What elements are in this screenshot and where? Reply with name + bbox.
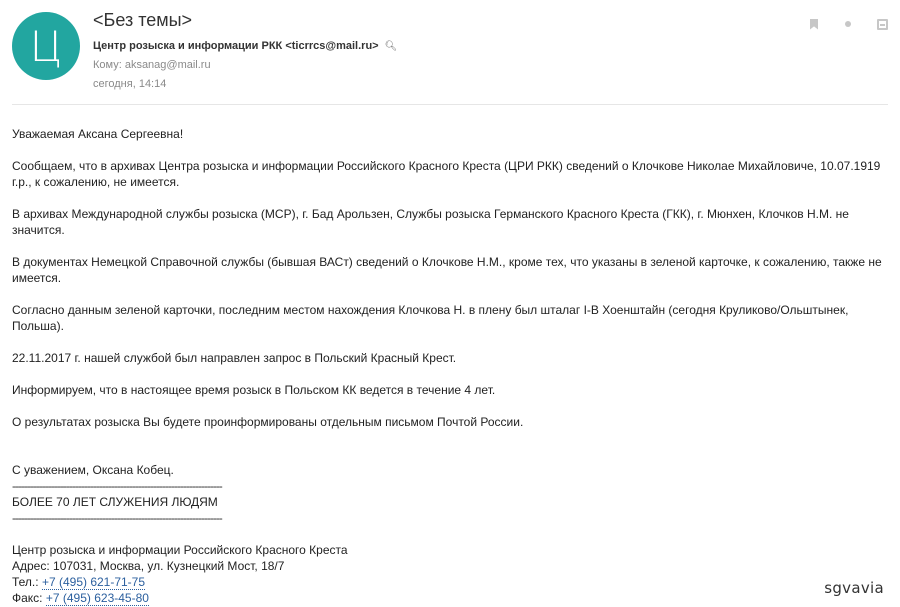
signature-org: Центр розыска и информации Российского Красного Креста (12, 543, 348, 557)
paragraph: Согласно данным зеленой карточки, последним местом нахождения Клочкова Н. в плену был шталаг I-B Хоенштайн (сегодня Круликово/Ольштынек, Польша). (12, 303, 849, 333)
paragraph: 22.11.2017 г. нашей службой был направлен запрос в Польский Красный Крест. (12, 351, 457, 365)
sender-avatar: Ц (12, 12, 80, 80)
print-icon[interactable] (876, 18, 888, 30)
recipient-line: Кому: aksanag@mail.ru (93, 59, 211, 71)
fax-link[interactable]: +7 (495) 623-45-80 (45, 591, 149, 605)
magnifier-icon[interactable]: 🔍︎ (384, 41, 398, 52)
separator-line: ---------------------------------------------------------------------- (12, 511, 222, 525)
sender-name[interactable]: Центр розыска и информации РКК <ticrrcs@mail.ru> (93, 40, 379, 52)
fax-label: Факс: (12, 591, 43, 605)
signature-address: Адрес: 107031, Москва, ул. Кузнецкий Мост, 18/7 (12, 559, 285, 573)
tel-label: Тел.: (12, 575, 39, 589)
dot-icon[interactable] (842, 18, 854, 30)
tel-link[interactable]: +7 (495) 621-71-75 (41, 575, 146, 589)
closing: С уважением, Оксана Кобец. (12, 463, 174, 477)
sender-line[interactable] (93, 40, 397, 52)
signature-tel (12, 574, 882, 590)
separator-line: ---------------------------------------------------------------------- (12, 479, 222, 493)
signature-fax (12, 590, 882, 606)
email-body (12, 126, 882, 606)
bookmark-icon[interactable] (808, 18, 820, 30)
header-divider (12, 104, 888, 105)
watermark: sgvavia (824, 579, 884, 597)
paragraph: В документах Немецкой Справочной службы (бывшая ВАСт) сведений о Клочкове Н.М., кроме тех, что указаны в зеленой карточке, к сожалению, также не имеется. (12, 255, 882, 285)
motto: БОЛЕЕ 70 ЛЕТ СЛУЖЕНИЯ ЛЮДЯМ (12, 495, 218, 509)
paragraph: Информируем, что в настоящее время розыск в Польском КК ведется в течение 4 лет. (12, 383, 496, 397)
paragraph: Сообщаем, что в архивах Центра розыска и информации Российского Красного Креста (ЦРИ РКК) сведений о Клочкове Николае Михайловиче, 10.07.1919 г.р., к сожалению, не имеется. (12, 159, 881, 189)
email-subject: <Без темы> (93, 10, 193, 30)
email-date: сегодня, 14:14 (93, 78, 167, 90)
paragraph: О результатах розыска Вы будете проинформированы отдельным письмом Почтой России. (12, 415, 524, 429)
email-actions (808, 18, 888, 30)
greeting: Уважаемая Аксана Сергеевна! (12, 127, 184, 141)
paragraph: В архивах Международной службы розыска (МСР), г. Бад Арользен, Службы розыска Германского Красного Креста (ГКК), г. Мюнхен, Клочков Н.М. не значится. (12, 207, 849, 237)
